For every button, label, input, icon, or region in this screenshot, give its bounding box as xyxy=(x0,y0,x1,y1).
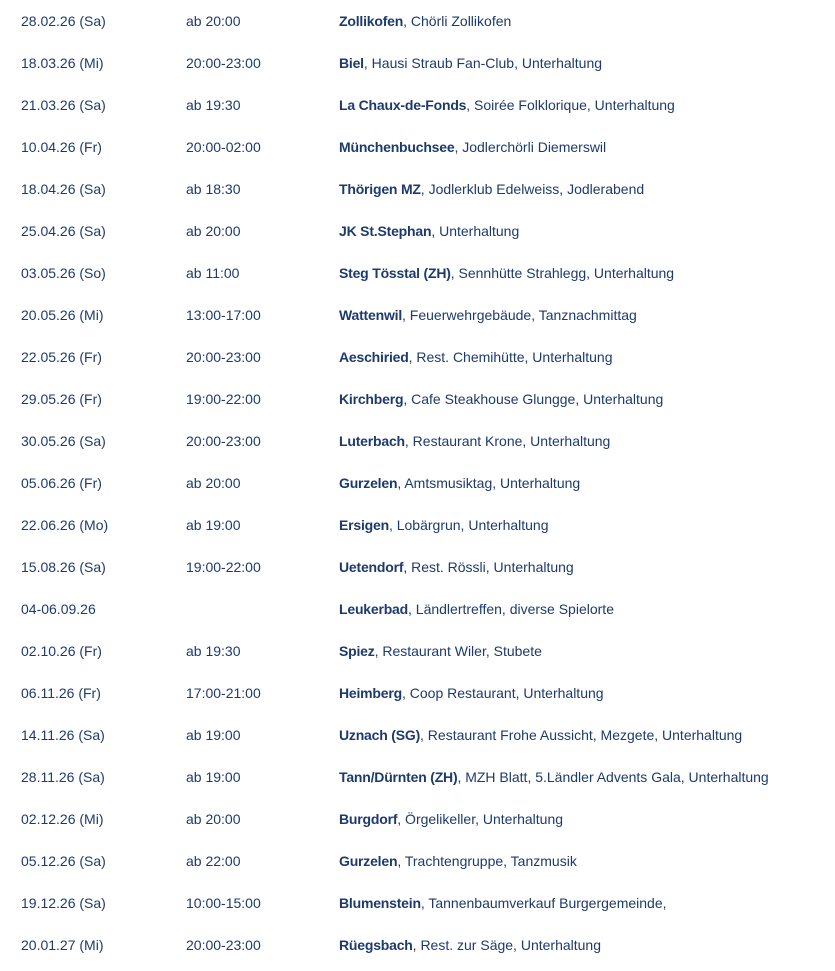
event-row xyxy=(0,0,835,42)
event-row xyxy=(0,714,835,756)
event-time: 20:00-02:00 xyxy=(186,139,261,155)
event-time: ab 11:00 xyxy=(186,265,240,281)
event-description xyxy=(339,462,580,504)
event-row xyxy=(0,84,835,126)
event-description xyxy=(339,714,742,756)
event-place: Biel xyxy=(339,55,364,71)
event-time: ab 18:30 xyxy=(186,181,241,197)
event-place: Wattenwil xyxy=(339,307,403,323)
event-details: , Restaurant Wiler, Stubete xyxy=(374,643,542,659)
event-date: 02.10.26 (Fr) xyxy=(21,643,102,659)
event-description xyxy=(339,420,610,462)
event-row xyxy=(0,42,835,84)
event-row xyxy=(0,924,835,966)
event-place: Steg Tösstal (ZH) xyxy=(339,265,451,281)
event-time: 20:00-23:00 xyxy=(186,433,261,449)
event-place: Münchenbuchsee xyxy=(339,139,455,155)
event-row xyxy=(0,420,835,462)
event-row xyxy=(0,168,835,210)
event-details: , MZH Blatt, 5.Ländler Advents Gala, Unterhaltung xyxy=(457,769,769,785)
event-row xyxy=(0,378,835,420)
event-description xyxy=(339,798,563,840)
event-time: ab 20:00 xyxy=(186,223,241,239)
event-row xyxy=(0,840,835,882)
event-time: ab 22:00 xyxy=(186,853,241,869)
event-time: 20:00-23:00 xyxy=(186,55,261,71)
event-time: 17:00-21:00 xyxy=(186,685,261,701)
event-place: Spiez xyxy=(339,643,375,659)
event-date: 28.11.26 (Sa) xyxy=(21,769,105,785)
event-date: 03.05.26 (So) xyxy=(21,265,106,281)
event-row xyxy=(0,126,835,168)
event-date: 06.11.26 (Fr) xyxy=(21,685,101,701)
event-date: 20.05.26 (Mi) xyxy=(21,307,104,323)
event-date: 14.11.26 (Sa) xyxy=(21,727,105,743)
event-time: ab 19:30 xyxy=(186,97,241,113)
event-place: JK St.Stephan xyxy=(339,223,432,239)
event-details: , Lobärgrun, Unterhaltung xyxy=(388,517,549,533)
event-date: 05.12.26 (Sa) xyxy=(21,853,106,869)
event-time: ab 20:00 xyxy=(186,811,241,827)
event-details: , Jodlerchörli Diemerswil xyxy=(454,139,607,155)
event-details: , Restaurant Krone, Unterhaltung xyxy=(404,433,611,449)
event-place: Gurzelen xyxy=(339,475,398,491)
event-row xyxy=(0,756,835,798)
event-time: ab 19:00 xyxy=(186,517,241,533)
event-details: , Örgelikeller, Unterhaltung xyxy=(397,811,564,827)
event-place: Heimberg xyxy=(339,685,402,701)
event-place: Burgdorf xyxy=(339,811,398,827)
event-description xyxy=(339,546,574,588)
event-row xyxy=(0,588,835,630)
event-date: 05.06.26 (Fr) xyxy=(21,475,102,491)
event-place: Ersigen xyxy=(339,517,389,533)
event-date: 18.04.26 (Sa) xyxy=(21,181,106,197)
event-time: ab 19:00 xyxy=(186,769,241,785)
event-time: 20:00-23:00 xyxy=(186,937,261,953)
event-date: 22.06.26 (Mo) xyxy=(21,517,109,533)
event-details: , Ländlertreffen, diverse Spielorte xyxy=(408,601,614,617)
event-date: 22.05.26 (Fr) xyxy=(21,349,102,365)
event-place: Zollikofen xyxy=(339,13,404,29)
event-row xyxy=(0,252,835,294)
event-date: 02.12.26 (Mi) xyxy=(21,811,104,827)
event-row xyxy=(0,546,835,588)
event-description xyxy=(339,210,519,252)
event-place: Kirchberg xyxy=(339,391,404,407)
event-description xyxy=(339,882,667,924)
event-date: 30.05.26 (Sa) xyxy=(21,433,106,449)
event-place: La Chaux-de-Fonds xyxy=(339,97,467,113)
event-date: 15.08.26 (Sa) xyxy=(21,559,106,575)
event-details: , Sennhütte Strahlegg, Unterhaltung xyxy=(450,265,675,281)
event-date: 20.01.27 (Mi) xyxy=(21,937,104,953)
event-details: , Jodlerklub Edelweiss, Jodlerabend xyxy=(420,181,645,197)
event-place: Blumenstein xyxy=(339,895,421,911)
event-row xyxy=(0,630,835,672)
event-row xyxy=(0,462,835,504)
event-time: 13:00-17:00 xyxy=(186,307,261,323)
event-details: , Amtsmusiktag, Unterhaltung xyxy=(397,475,581,491)
event-details: , Restaurant Frohe Aussicht, Mezgete, Unterhaltung xyxy=(420,727,743,743)
event-time: 19:00-22:00 xyxy=(186,559,261,575)
event-description xyxy=(339,924,601,966)
event-details: , Chörli Zollikofen xyxy=(403,13,512,29)
event-description xyxy=(339,630,542,672)
event-row xyxy=(0,672,835,714)
event-description xyxy=(339,126,606,168)
event-row xyxy=(0,336,835,378)
event-place: Leukerbad xyxy=(339,601,408,617)
event-description xyxy=(339,840,577,882)
event-details: , Trachtengruppe, Tanzmusik xyxy=(397,853,577,869)
event-place: Aeschiried xyxy=(339,349,409,365)
event-details: , Rest. zur Säge, Unterhaltung xyxy=(412,937,601,953)
event-description xyxy=(339,756,769,798)
event-row xyxy=(0,504,835,546)
event-date: 19.12.26 (Sa) xyxy=(21,895,106,911)
event-details: , Tannenbaumverkauf Burgergemeinde, xyxy=(420,895,667,911)
event-date: 10.04.26 (Fr) xyxy=(21,139,102,155)
event-time: ab 20:00 xyxy=(186,475,241,491)
event-time: ab 19:00 xyxy=(186,727,241,743)
event-description xyxy=(339,504,549,546)
event-details: , Cafe Steakhouse Glungge, Unterhaltung xyxy=(403,391,664,407)
event-place: Thörigen MZ xyxy=(339,181,421,197)
event-details: , Feuerwehrgebäude, Tanznachmittag xyxy=(402,307,637,323)
event-time: 20:00-23:00 xyxy=(186,349,261,365)
event-details: , Unterhaltung xyxy=(431,223,520,239)
event-description xyxy=(339,168,644,210)
event-date: 25.04.26 (Sa) xyxy=(21,223,106,239)
event-details: , Rest. Chemihütte, Unterhaltung xyxy=(408,349,613,365)
event-row xyxy=(0,798,835,840)
event-description xyxy=(339,336,612,378)
event-row xyxy=(0,210,835,252)
event-description xyxy=(339,252,674,294)
event-date: 04-06.09.26 xyxy=(21,601,96,617)
event-place: Rüegsbach xyxy=(339,937,413,953)
event-date: 29.05.26 (Fr) xyxy=(21,391,102,407)
event-row xyxy=(0,882,835,924)
event-place: Uznach (SG) xyxy=(339,727,421,743)
event-date: 21.03.26 (Sa) xyxy=(21,97,106,113)
event-description xyxy=(339,672,604,714)
event-date: 18.03.26 (Mi) xyxy=(21,55,104,71)
event-time: ab 19:30 xyxy=(186,643,241,659)
event-description xyxy=(339,84,675,126)
event-place: Gurzelen xyxy=(339,853,398,869)
event-time: ab 20:00 xyxy=(186,13,241,29)
event-row xyxy=(0,294,835,336)
event-details: , Coop Restaurant, Unterhaltung xyxy=(401,685,604,701)
event-details: , Soirée Folklorique, Unterhaltung xyxy=(466,97,675,113)
event-time: 19:00-22:00 xyxy=(186,391,261,407)
event-description xyxy=(339,294,637,336)
event-details: , Hausi Straub Fan-Club, Unterhaltung xyxy=(363,55,603,71)
event-date: 28.02.26 (Sa) xyxy=(21,13,106,29)
event-place: Tann/Dürnten (ZH) xyxy=(339,769,458,785)
event-place: Uetendorf xyxy=(339,559,404,575)
event-place: Luterbach xyxy=(339,433,405,449)
event-description xyxy=(339,378,663,420)
event-description xyxy=(339,588,614,630)
event-time: 10:00-15:00 xyxy=(186,895,261,911)
event-description xyxy=(339,0,511,42)
event-details: , Rest. Rössli, Unterhaltung xyxy=(403,559,574,575)
event-description xyxy=(339,42,602,84)
